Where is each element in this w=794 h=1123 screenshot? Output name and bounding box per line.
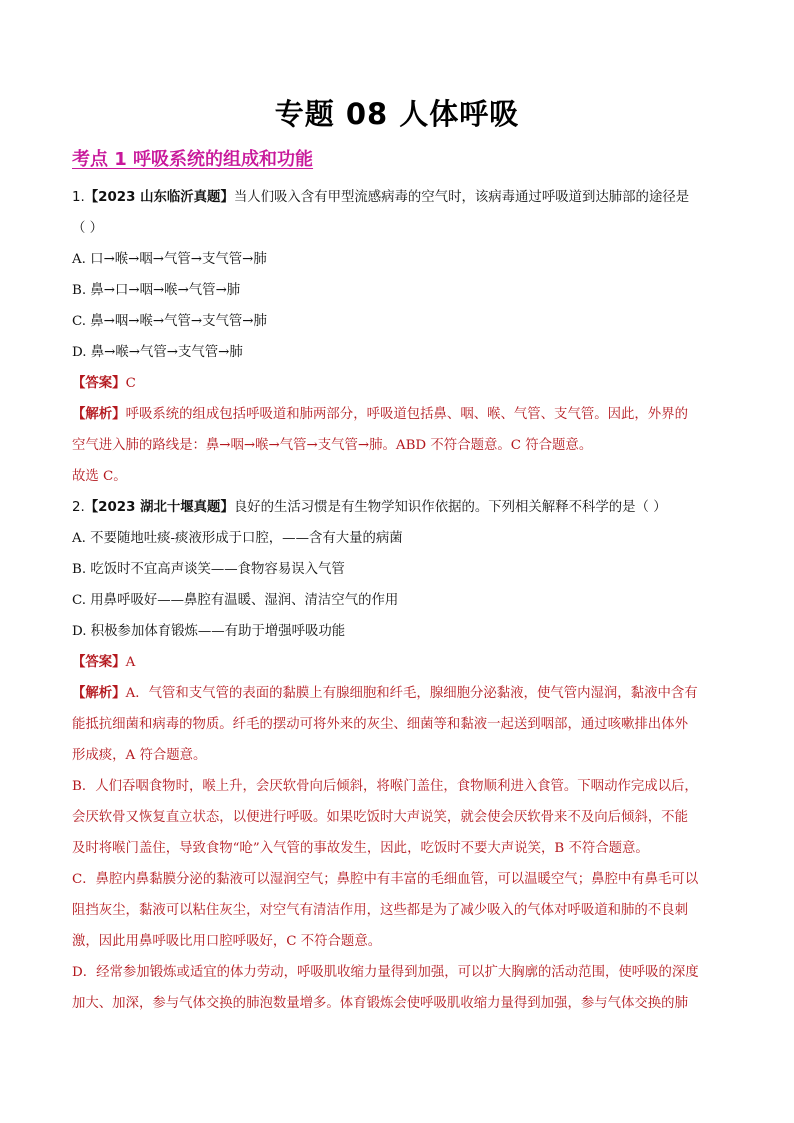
q1-source: 【2023 山东临沂真题】 [84, 190, 234, 205]
q2-source: 【2023 湖北十堰真题】 [84, 500, 234, 515]
q2-answer-value: A [125, 655, 136, 670]
q2-analysis-line: 形成痰，A 符合题意。 [72, 748, 207, 763]
q2-analysis-line: 【解析】A．气管和支气管的表面的黏膜上有腺细胞和纤毛，腺细胞分泌黏液，使气管内湿润，黏液中含有 [72, 686, 698, 701]
q2-analysis-line: 阻挡灰尘，黏液可以粘住灰尘，对空气有清洁作用，这些都是为了减少吸入的气体对呼吸道和肺的不良刺 [72, 903, 688, 918]
q1-option-b: B. 鼻→口→咽→喉→气管→肺 [72, 283, 241, 298]
q2-option-d: D. 积极参加体育锻炼——有助于增强呼吸功能 [72, 624, 346, 639]
q1-analysis-line: 故选 C。 [72, 469, 127, 484]
q2-answer-tag: 【答案】 [72, 655, 126, 670]
q1-option-d: D. 鼻→喉→气管→支气管→肺 [72, 345, 243, 360]
q2-analysis-line: B．人们吞咽食物时，喉上升，会厌软骨向后倾斜，将喉门盖住，食物顺利进入食管。下咽动作完成以后， [72, 779, 698, 794]
q2-option-a: A. 不要随地吐痰-痰液形成于口腔，——含有大量的病菌 [72, 531, 403, 546]
q2-analysis-line: 会厌软骨又恢复直立状态，以便进行呼吸。如果吃饭时大声说笑，就会使会厌软骨来不及向后倾斜，不能 [72, 810, 688, 825]
q2-stem-text: 良好的生活习惯是有生物学知识作依据的。下列相关解释不科学的是（ ） [233, 500, 667, 515]
q1-number: 1. [72, 190, 85, 205]
q1-option-c: C. 鼻→咽→喉→气管→支气管→肺 [72, 314, 267, 329]
q1-analysis-line: 空气进入肺的路线是：鼻→咽→喉→气管→支气管→肺。ABD 不符合题意。C 符合题意。 [72, 438, 593, 453]
q1-option-a: A. 口→喉→咽→气管→支气管→肺 [72, 252, 267, 267]
q2-number: 2. [72, 500, 85, 515]
q1-analysis-line: 【解析】呼吸系统的组成包括呼吸道和肺两部分，呼吸道包括鼻、咽、喉、气管、支气管。因此，外界的 [72, 407, 688, 422]
q1-answer-tag: 【答案】 [72, 376, 126, 391]
q2-analysis-line: 加大、加深，参与气体交换的肺泡数量增多。体育锻炼会使呼吸肌收缩力量得到加强，参与气体交换的肺 [72, 996, 688, 1011]
q1-stem-text: 当人们吸入含有甲型流感病毒的空气时，该病毒通过呼吸道到达肺部的途径是 [233, 190, 690, 205]
q1-answer-value: C [125, 376, 136, 391]
q2-analysis-line: 及时将喉门盖住，导致食物“呛”入气管的事故发生，因此，吃饭时不要大声说笑，B 不符合题意。 [72, 841, 649, 856]
q2-option-b: B. 吃饭时不宜高声谈笑——食物容易误入气管 [72, 562, 345, 577]
q2-analysis-line: 激，因此用鼻呼吸比用口腔呼吸好，C 不符合题意。 [72, 934, 382, 949]
q1-answer [72, 368, 722, 399]
q1-stem-blank: （ ） [72, 221, 104, 236]
q1-stem [72, 182, 722, 213]
q2-analysis-line: 能抵抗细菌和病毒的物质。纤毛的摆动可将外来的灰尘、细菌等和黏液一起送到咽部，通过咳嗽排出体外 [72, 717, 688, 732]
section-heading: 考点 1 呼吸系统的组成和功能 [72, 149, 314, 170]
q2-answer [72, 647, 722, 678]
q2-stem [72, 492, 722, 523]
q2-option-c: C. 用鼻呼吸好——鼻腔有温暖、湿润、清洁空气的作用 [72, 593, 399, 608]
question-content [72, 182, 722, 1019]
q2-analysis-line: D．经常参加锻炼或适宜的体力劳动，呼吸肌收缩力量得到加强，可以扩大胸廓的活动范围，使呼吸的深度 [72, 965, 699, 980]
q2-analysis-tag: 【解析】 [72, 686, 126, 701]
q2-analysis-line: C．鼻腔内鼻黏膜分泌的黏液可以湿润空气；鼻腔中有丰富的毛细血管，可以温暖空气；鼻腔中有鼻毛可以 [72, 872, 699, 887]
q1-analysis-tag: 【解析】 [72, 407, 126, 422]
page-title: 专题 08 人体呼吸 [274, 97, 520, 131]
